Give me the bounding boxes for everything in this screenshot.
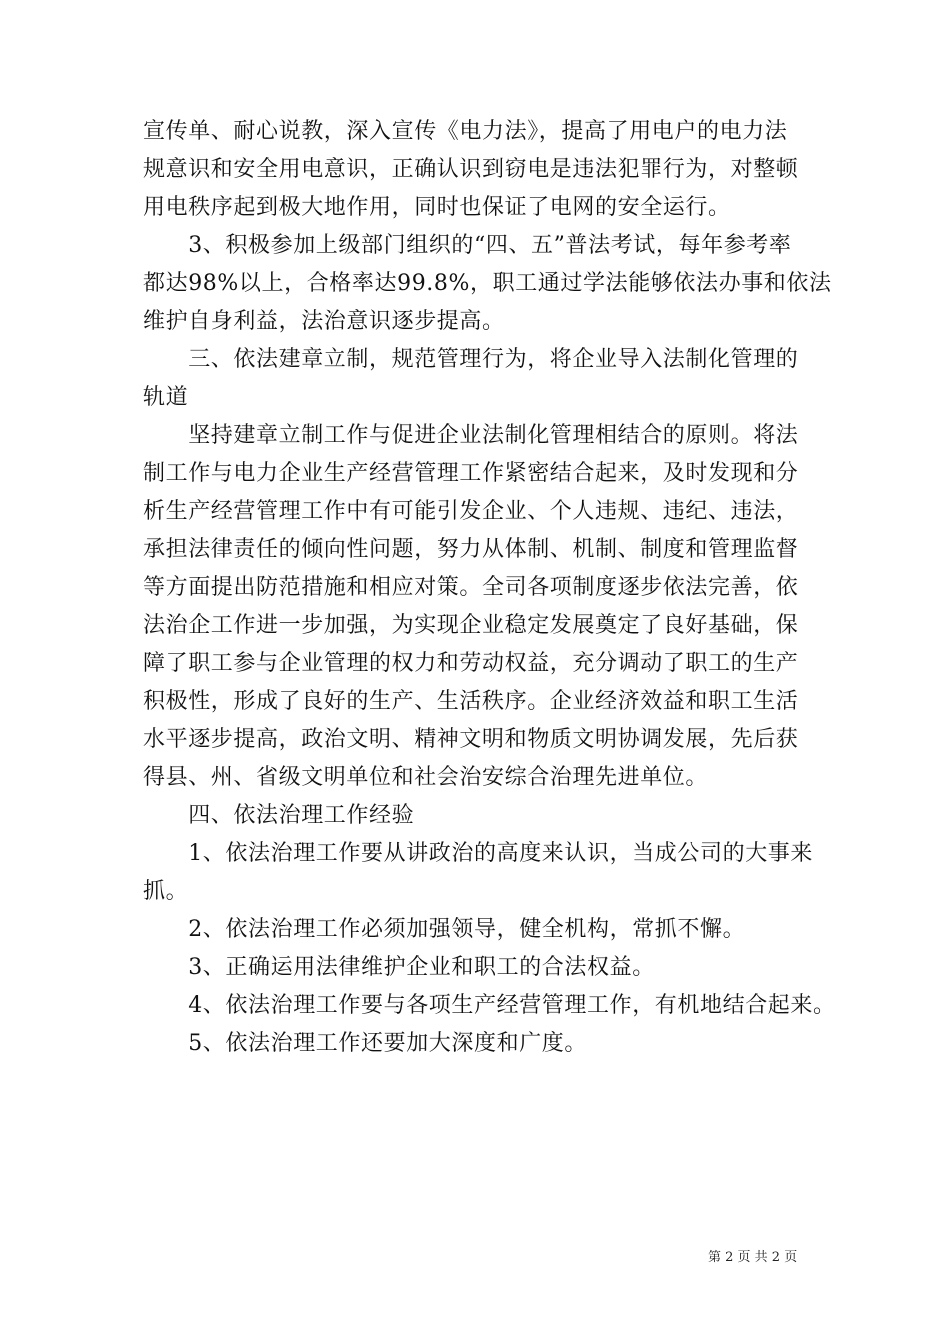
list-item-line: 5、依法治理工作还要加大深度和广度。 [143,1031,587,1056]
section-heading-line: 四、依法治理工作经验 [143,803,415,828]
text-line: 制工作与电力企业生产经营管理工作紧密结合起来，及时发现和分 [143,461,799,486]
list-item-line: 抓。 [143,879,189,904]
text-line: 承担法律责任的倾向性问题，努力从体制、机制、制度和管理监督 [143,537,799,562]
list-item-line: 1、依法治理工作要从讲政治的高度来认识，当成公司的大事来 [143,841,813,866]
list-item-line: 2、依法治理工作必须加强领导，健全机构，常抓不懈。 [143,917,746,942]
page-number-footer: 第 2 页 共 2 页 [708,1250,798,1265]
document-body [143,113,836,1063]
text-line: 用电秩序起到极大地作用，同时也保证了电网的安全运行。 [143,195,731,220]
text-line: 维护自身利益，法治意识逐步提高。 [143,309,505,334]
text-line: 水平逐步提高，政治文明、精神文明和物质文明协调发展，先后获 [143,727,799,752]
text-line: 积极性，形成了良好的生产、生活秩序。企业经济效益和职工生活 [143,689,799,714]
list-item-line: 3、正确运用法律维护企业和职工的合法权益。 [143,955,655,980]
list-item-line: 4、依法治理工作要与各项生产经营管理工作，有机地结合起来。 [143,993,836,1018]
text-line: 3、积极参加上级部门组织的“四、五”普法考试，每年参考率 [143,233,792,258]
text-line: 规意识和安全用电意识，正确认识到窃电是违法犯罪行为，对整顿 [143,157,799,182]
text-line: 等方面提出防范措施和相应对策。全司各项制度逐步依法完善，依 [143,575,799,600]
text-line: 析生产经营管理工作中有可能引发企业、个人违规、违纪、违法， [143,499,799,524]
text-line: 法治企工作进一步加强，为实现企业稳定发展奠定了良好基础，保 [143,613,799,638]
section-heading-line: 三、依法建章立制，规范管理行为，将企业导入法制化管理的 [143,347,799,372]
text-line: 宣传单、耐心说教，深入宣传《电力法》，提高了用电户的电力法 [143,119,788,144]
text-line: 坚持建章立制工作与促进企业法制化管理相结合的原则。将法 [143,423,799,448]
text-line: 得县、州、省级文明单位和社会治安综合治理先进单位。 [143,765,709,790]
text-line: 障了职工参与企业管理的权力和劳动权益，充分调动了职工的生产 [143,651,799,676]
section-heading-line: 轨道 [143,385,189,410]
text-line: 都达98%以上，合格率达99.8%，职工通过学法能够依法办事和依法 [143,271,832,296]
